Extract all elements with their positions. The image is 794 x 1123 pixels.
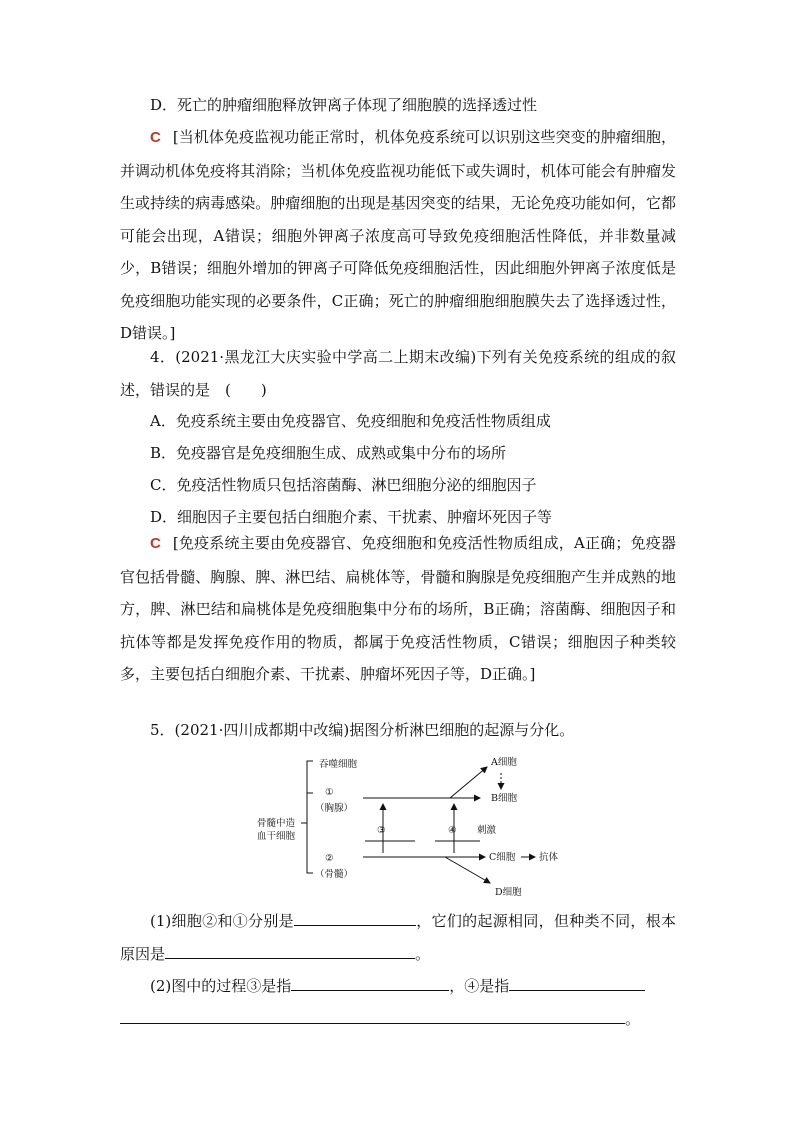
phagocyte-label: 吞噬细胞: [319, 759, 358, 770]
label-1: ①: [325, 787, 334, 798]
antibody-label: 抗体: [539, 852, 559, 863]
cell-d-label: D细胞: [495, 887, 522, 898]
q4-answer-letter: C: [150, 535, 161, 552]
cell-c-label: C细胞: [489, 852, 516, 863]
q5-sub2-part-a: (2)图中的过程③是指: [150, 977, 292, 995]
q3-answer-letter: C: [150, 129, 161, 146]
q4-stem: [120, 341, 676, 406]
lymphocyte-differentiation-diagram: [255, 753, 575, 903]
source-cell-label-line2: 血干细胞: [257, 831, 296, 842]
source-cell-label-line1: 骨髓中造: [257, 818, 296, 829]
a-cell-arrow: [450, 767, 487, 798]
label-2-origin: （骨髓）: [315, 869, 354, 880]
q5-sub1-blank-2[interactable]: [165, 943, 415, 959]
q5-sub1-blank-1[interactable]: [294, 910, 416, 926]
stimulus-label: 刺激: [477, 825, 497, 836]
q5-sub2-blank-2[interactable]: [509, 975, 645, 991]
q5-sub2-part-b: ，④是指: [449, 977, 510, 995]
q5-stem-text: 5．(2021·四川成都期中改编)据图分析淋巴细胞的起源与分化。: [150, 721, 575, 739]
label-2: ②: [325, 853, 334, 864]
origin-bracket: [301, 761, 313, 873]
q3-answer-block: [120, 121, 676, 350]
q4-option-c: C．免疫活性物质只包括溶菌酶、淋巴细胞分泌的细胞因子: [150, 476, 537, 494]
q5-stem: [120, 714, 676, 747]
q4-option-d: D．细胞因子主要包括白细胞介素、干扰素、肿瘤坏死因子等: [150, 508, 553, 526]
q4-option-a: A．免疫系统主要由免疫器官、免疫细胞和免疫活性物质组成: [150, 412, 551, 430]
q5-sub2-blank-1[interactable]: [291, 975, 449, 991]
q5-sub2-end: 。: [625, 1009, 641, 1028]
q3-option-d-text: D．死亡的肿瘤细胞释放钾离子体现了细胞膜的选择透过性: [150, 96, 538, 114]
q4-answer-block: [120, 527, 676, 691]
q5-sub2: [120, 970, 676, 1035]
d-cell-arrow: [445, 857, 490, 883]
q4-option-b: B．免疫器官是免疫细胞生成、成熟或集中分布的场所: [150, 444, 507, 462]
q5-sub1-part-b: ，它们的起源相同，但种类不同，根本原因是: [120, 912, 676, 963]
label-4: ④: [448, 825, 457, 836]
q5-sub1: [120, 905, 676, 970]
q3-option-d: [120, 89, 676, 122]
q3-explanation: [当机体免疫监视功能正常时，机体免疫系统可以识别这些突变的肿瘤细胞，并调动机体免疫将其消除；当机体免疫监视功能低下或失调时，机体可能会有肿瘤发生或持续的病毒感染。肿瘤细胞的出现是基因突变的结果，无论免疫功能如何，它都可能会出现，A错误；细胞外钾离子浓度高可导致免疫细胞活性降低，并非数量减少，B错误；细胞外增加的钾离子可降低免疫细胞活性，因此细胞外钾离子浓度低是免疫细胞功能实现的必要条件，C正确；死亡的肿瘤细胞细胞膜失去了选择透过性，D错误。]: [120, 128, 676, 342]
label-1-origin: （胸腺）: [315, 803, 354, 814]
q4-stem-text: 4．(2021·黑龙江大庆实验中学高二上期末改编)下列有关免疫系统的组成的叙述，错误的是 ( ): [120, 348, 676, 399]
cell-a-label: A细胞: [491, 757, 517, 768]
q4-explanation: [免疫系统主要由免疫器官、免疫细胞和免疫活性物质组成，A正确；免疫器官包括骨髓、胸腺、脾、淋巴结、扁桃体等，骨髓和胸腺是免疫细胞产生并成熟的地方，脾、淋巴结和扁桃体是免疫细胞集中分布的场所，B正确；溶菌酶、细胞因子和抗体等都是发挥免疫作用的物质，都属于免疫活性物质，C错误；细胞因子种类较多，主要包括白细胞介素、干扰素、肿瘤坏死因子等，D正确。]: [120, 534, 676, 683]
q5-sub2-blank-3[interactable]: [120, 1008, 625, 1024]
q5-sub1-end: 。: [415, 944, 431, 963]
cell-b-label: B细胞: [491, 793, 517, 804]
label-3: ③: [377, 825, 386, 836]
q5-sub1-part-a: (1)细胞②和①分别是: [150, 912, 294, 930]
